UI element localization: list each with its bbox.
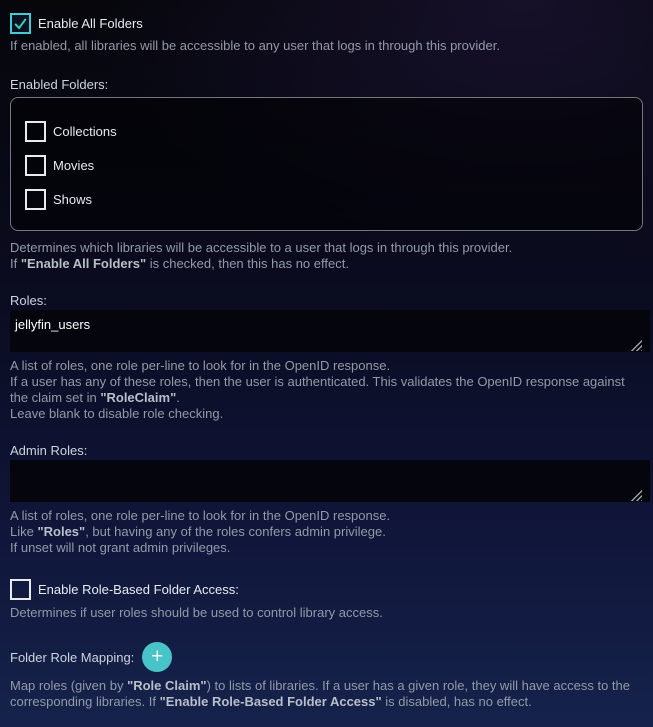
roles-field-wrap — [10, 310, 643, 352]
folder-role-mapping-description: Map roles (given by "Role Claim") to lists of libraries. If a user has a given role, they will have access to the corresponding libraries. If "Enable Role-Based Folder Access" is disabled, has no effect. — [10, 678, 630, 709]
enable-all-folders-checkbox[interactable] — [10, 13, 31, 34]
folder-option-row — [25, 154, 628, 176]
admin-roles-input[interactable] — [10, 460, 650, 502]
folder-collections-label[interactable]: Collections — [53, 123, 117, 139]
roles-input[interactable] — [10, 310, 650, 352]
admin-roles-field-wrap — [10, 460, 643, 502]
folder-movies-checkbox[interactable] — [25, 155, 46, 176]
role-based-folder-access-description: Determines if user roles should be used to control library access. — [10, 605, 383, 620]
folder-role-mapping-row — [10, 642, 643, 672]
roles-label: Roles: — [10, 293, 47, 308]
folder-option-row — [25, 188, 628, 210]
folder-shows-checkbox[interactable] — [25, 189, 46, 210]
enabled-folders-description: Determines which libraries will be accessible to a user that logs in through this provider. If "Enable All Folders" is checked, then this has no effect. — [10, 240, 513, 271]
admin-roles-label: Admin Roles: — [10, 443, 88, 458]
roles-description: A list of roles, one role per-line to look for in the OpenID response. If a user has any of these roles, then the user is authenticated. This validates the OpenID response against the claim set in "RoleClaim". Leave blank to disable role checking. — [10, 358, 625, 421]
role-based-folder-access-label[interactable]: Enable Role-Based Folder Access: — [38, 581, 239, 597]
role-based-folder-access-checkbox[interactable] — [10, 579, 31, 600]
role-based-folder-access-row — [10, 578, 643, 600]
enabled-folders-list — [10, 97, 643, 231]
checkmark-icon — [12, 15, 29, 32]
admin-roles-description: A list of roles, one role per-line to look for in the OpenID response. Like "Roles", but having any of the roles confers admin privilege. If unset will not grant admin privileges. — [10, 508, 391, 555]
enable-all-folders-description: If enabled, all libraries will be accessible to any user that logs in through this provider. — [10, 38, 500, 53]
enable-all-folders-label[interactable]: Enable All Folders — [38, 15, 143, 31]
folder-movies-label[interactable]: Movies — [53, 157, 95, 173]
enabled-folders-label: Enabled Folders: — [10, 77, 109, 92]
folder-role-mapping-label: Folder Role Mapping: — [10, 649, 135, 665]
enable-all-folders-row — [10, 12, 643, 34]
folder-option-row — [25, 120, 628, 142]
folder-collections-checkbox[interactable] — [25, 121, 46, 142]
add-folder-role-mapping-button[interactable]: + — [142, 642, 172, 672]
folder-shows-label[interactable]: Shows — [53, 191, 93, 207]
